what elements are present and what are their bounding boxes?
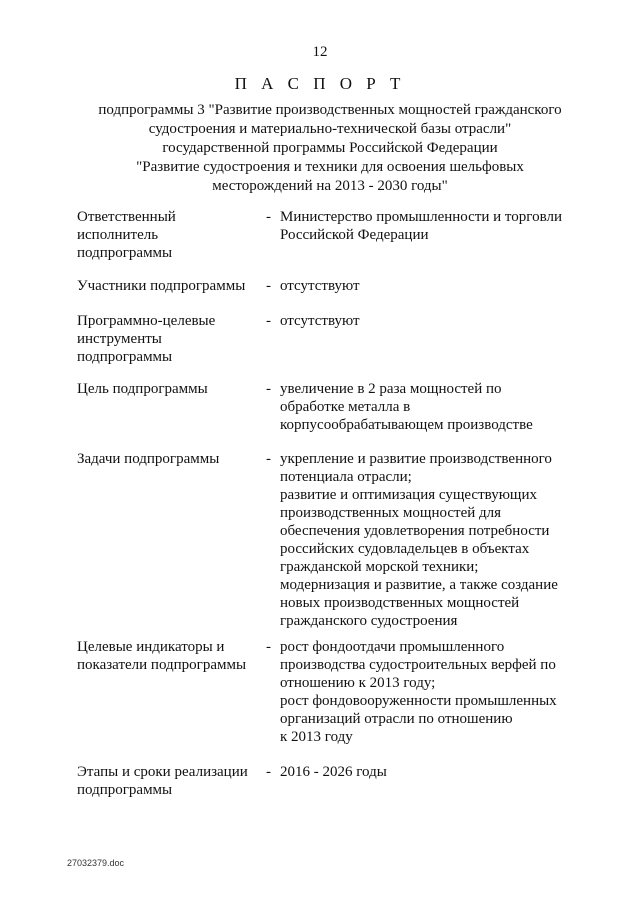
row-dash: - [266, 381, 271, 397]
value-line: производства судостроительных верфей по [280, 657, 556, 673]
label-line: Участники подпрограммы [77, 278, 246, 294]
label-line: исполнитель [77, 227, 159, 243]
value-line: обработке металла в [280, 399, 411, 415]
file-footer: 27032379.doc [67, 858, 125, 868]
label-line: Задачи подпрограммы [77, 451, 220, 467]
label-line: подпрограммы [77, 349, 173, 365]
value-line: корпусообрабатывающем производстве [280, 417, 533, 433]
value-line: обеспечения удовлетворения потребности [280, 523, 550, 539]
row-value [280, 277, 600, 295]
row-value [280, 208, 600, 244]
value-line: Российской Федерации [280, 227, 429, 243]
row-label [77, 638, 257, 674]
value-line: отношению к 2013 году; [280, 675, 436, 691]
row-dash: - [266, 451, 271, 467]
page-number: 12 [312, 44, 328, 60]
value-line: 2016 - 2026 годы [280, 764, 387, 780]
row-dash: - [266, 639, 271, 655]
value-line: к 2013 году [280, 729, 353, 745]
row-dash: - [266, 313, 271, 329]
subtitle [70, 101, 590, 196]
value-line: увеличение в 2 раза мощностей по [280, 381, 502, 397]
value-line: развитие и оптимизация существующих [280, 487, 537, 503]
label-line: Ответственный [77, 209, 176, 225]
row-value [280, 312, 600, 330]
row-value [280, 380, 600, 434]
row-value [280, 763, 600, 781]
label-line: подпрограммы [77, 245, 173, 261]
value-line: отсутствуют [280, 278, 360, 294]
row-dash: - [266, 278, 271, 294]
row-label [77, 763, 257, 799]
row-label [77, 208, 257, 262]
label-line: Цель подпрограммы [77, 381, 208, 397]
value-line: гражданского судостроения [280, 613, 458, 629]
label-line: показатели подпрограммы [77, 657, 247, 673]
label-line: Целевые индикаторы и [77, 639, 225, 655]
row-label [77, 312, 257, 366]
value-line: рост фондоотдачи промышленного [280, 639, 505, 655]
label-line: Программно-целевые [77, 313, 216, 329]
label-line: инструменты [77, 331, 162, 347]
row-value [280, 638, 600, 746]
row-dash: - [266, 764, 271, 780]
value-line: рост фондовооруженности промышленных [280, 693, 557, 709]
row-label [77, 380, 257, 398]
row-value [280, 450, 600, 630]
subtitle-line: месторождений на 2013 - 2030 годы" [212, 178, 448, 194]
value-line: новых производственных мощностей [280, 595, 520, 611]
value-line: производственных мощностей для [280, 505, 502, 521]
subtitle-line: "Развитие судостроения и техники для освоения шельфовых [136, 159, 524, 175]
row-label [77, 450, 257, 468]
value-line: российских судовладельцев в объектах [280, 541, 530, 557]
value-line: модернизация и развитие, а также создание [280, 577, 558, 593]
value-line: Министерство промышленности и торговли [280, 209, 562, 225]
label-line: подпрограммы [77, 782, 173, 798]
row-dash: - [266, 209, 271, 225]
value-line: потенциала отрасли; [280, 469, 412, 485]
row-label [77, 277, 257, 295]
subtitle-line: судостроения и материально-технической базы отрасли" [148, 121, 512, 137]
value-line: отсутствуют [280, 313, 360, 329]
value-line: укрепление и развитие производственного [280, 451, 552, 467]
label-line: Этапы и сроки реализации [77, 764, 248, 780]
subtitle-line: государственной программы Российской Федерации [162, 140, 498, 156]
subtitle-line: подпрограммы 3 "Развитие производственных мощностей гражданского [98, 102, 562, 118]
value-line: гражданской морской техники; [280, 559, 479, 575]
value-line: организаций отрасли по отношению [280, 711, 513, 727]
document-title: П А С П О Р Т [234, 74, 406, 93]
